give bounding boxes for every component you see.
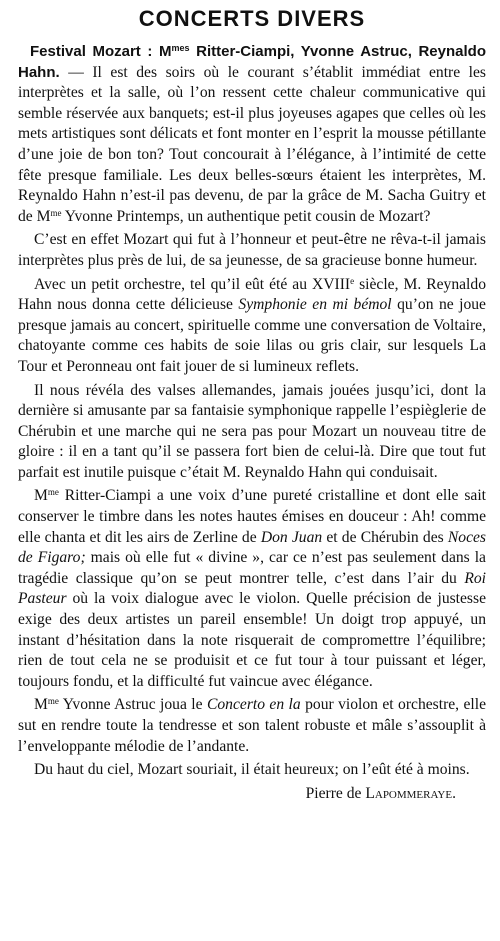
work-title: Roi Pasteur (18, 569, 486, 608)
work-title: Don Juan (260, 528, 323, 546)
author-signature: Pierre de Lapommeraye. (305, 784, 456, 802)
article-body (18, 42, 486, 804)
work-title: Concerto en la (206, 696, 301, 714)
section-title: CONCERTS DIVERS (138, 6, 366, 31)
paragraph-3: Avec un petit orchestre, tel qu’il eût été au XVIIIe siècle, M. Reynaldo Hahn nous donna cette délicieuse Symphonie en mi bémol qu’on ne joue presque jamais au concert, spirituelle comme une conversation de Voltaire, chatoyante comme ces habits de soie lilas ou gris clair, sur lesquels La Tour et Peronneau ont fait jouer de si lumineux reflets. (18, 275, 486, 375)
work-title: Noces de Figaro; (18, 528, 486, 567)
paragraph-7: Du haut du ciel, Mozart souriait, il était heureux; on l’eût été à moins. (34, 761, 470, 779)
paragraph-1: Festival Mozart : $M^{mes}$ Ritter-Ciampi, Yvonne Astruc, Reynaldo Hahn. — Il est des soirs où le courant s’établit immédiat entre les interprètes et la salle, où l’on ressent cette chaleur communicative qui semble réservée aux banquets; est-il plus joyeuses agapes que celles où les mets artistiques sont délicats et font monter en l’esprit la mousse pétillante d’une joie de bon ton? Tout concourait à l’élégance, à l’intimité de cette fête presque familiale. Les deux belles-sœurs étaient les interprètes, M. Reynaldo Hahn n’est-il pas devenu, de par la grâce de M. Sacha Guitry et de $M^{me}$ Yvonne Printemps, un authentique petit cousin de Mozart? (18, 43, 486, 225)
paragraph-2: C’est en effet Mozart qui fut à l’honneur et peut-être ne rêva-t-il jamais interprètes plus près de lui, de sa jeunesse, de sa gracieuse bonne humeur. (18, 231, 486, 269)
paragraph-6: $M^{me}$ Yvonne Astruc joua le Concerto en la pour violon et orchestre, elle sut en rendre toute la tendresse et son talent robuste et mâle s’assouplit à l’enveloppante mélodie de l’andante. (18, 696, 486, 755)
paragraph-5: $M^{me}$ Ritter-Ciampi a une voix d’une pureté cristalline et dont elle sait conserver le timbre dans les notes hautes émises en douceur : Ah! comme elle chanta et dit les airs de Zerline de Don Juan et de Chérubin des Noces de Figaro; mais où elle fut « divine », car ce n’est pas seulement dans la tragédie classique qu’on se peut montrer telle, c’est dans l’air du Roi Pasteur où la voix dialogue avec le violon. Quelle précision de justesse exige des deux artistes un pareil ensemble! Un doigt trop appuyé, un instant d’hésitation dans la note risquerait de compromettre l’équilibre; rien de tout cela ne se produisit et ce fut tour à tour puissant et léger, toujours fondu, et la difficulté fut vaincue avec élégance. (18, 487, 486, 690)
paragraph-4: Il nous révéla des valses allemandes, jamais jouées jusqu’ici, dont la dernière si amusante par sa fantaisie symphonique rappelle l’espièglerie de Chérubin et une marche qui ne sera pas pour Mozart un nouveau titre de gloire : il en a tant qu’il se passera fort bien de celui-là. Dire que tout fut parfait est inutile puisque c’était M. Reynaldo Hahn qui conduisait. (18, 381, 486, 481)
work-title: Symphonie en mi bémol (238, 296, 392, 314)
article-lead: Festival Mozart : $M^{mes}$ Ritter-Ciampi, Yvonne Astruc, Reynaldo Hahn. (18, 43, 486, 81)
